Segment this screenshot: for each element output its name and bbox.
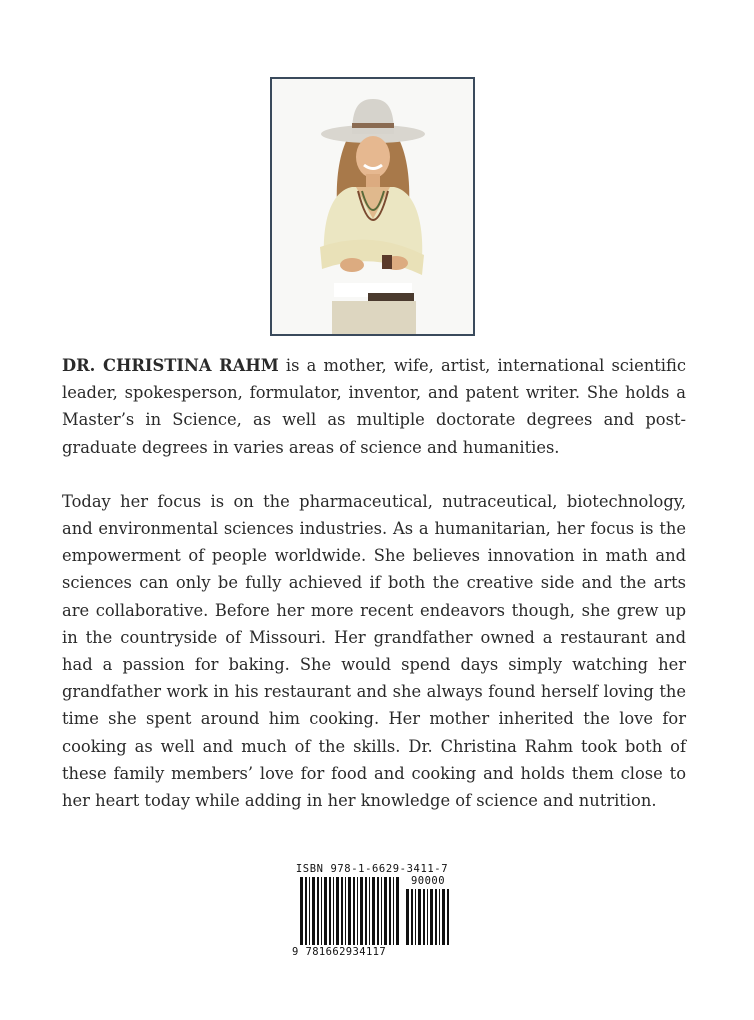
bio-paragraph-1 [62, 352, 686, 461]
author-portrait [270, 77, 475, 336]
author-name: DR. CHRISTINA RAHM [62, 356, 279, 375]
author-photo-icon [272, 79, 473, 334]
bio-paragraph-2: Today her focus is on the pharmaceutical, nutraceutical, biotechnology, and environmental sciences industries. As a humanitarian, her focus is the empowerment of people worldwide. She believes innovation in math and sciences can only be fully achieved if both the creative side and the arts are collaborative. Before her more recent endeavors though, she grew up in the countryside of Missouri. Her grandfather owned a restaurant and had a passion for baking. She would spend days simply watching her grandfather work in his restaurant and she always found herself loving the time she spent around him cooking. Her mother inherited the love for cooking as well and much of the skills. Dr. Christina Rahm took both of these family members’ love for food and cooking and holds them close to her heart today while adding in her knowledge of science and nutrition. [62, 491, 686, 811]
barcode-digits [292, 946, 386, 958]
isbn-barcode [292, 863, 452, 959]
barcode-bars-icon [292, 863, 452, 959]
author-bio [62, 352, 686, 814]
barcode-addon-digits: 90000 [410, 875, 446, 887]
barcode-first-digit: 9 [292, 946, 299, 958]
barcode-main-digits: 781662934117 [305, 946, 387, 958]
bio-intro-text: is a mother, wife, artist, international scientific leader, spokesperson, formulator, inventor, and patent writer. She holds a Master’s in Science, as well as multiple doctorate degrees and post-graduate degrees in varies areas of science and humanities. [62, 356, 686, 457]
isbn-label: ISBN 978-1-6629-3411-7 [295, 863, 449, 875]
